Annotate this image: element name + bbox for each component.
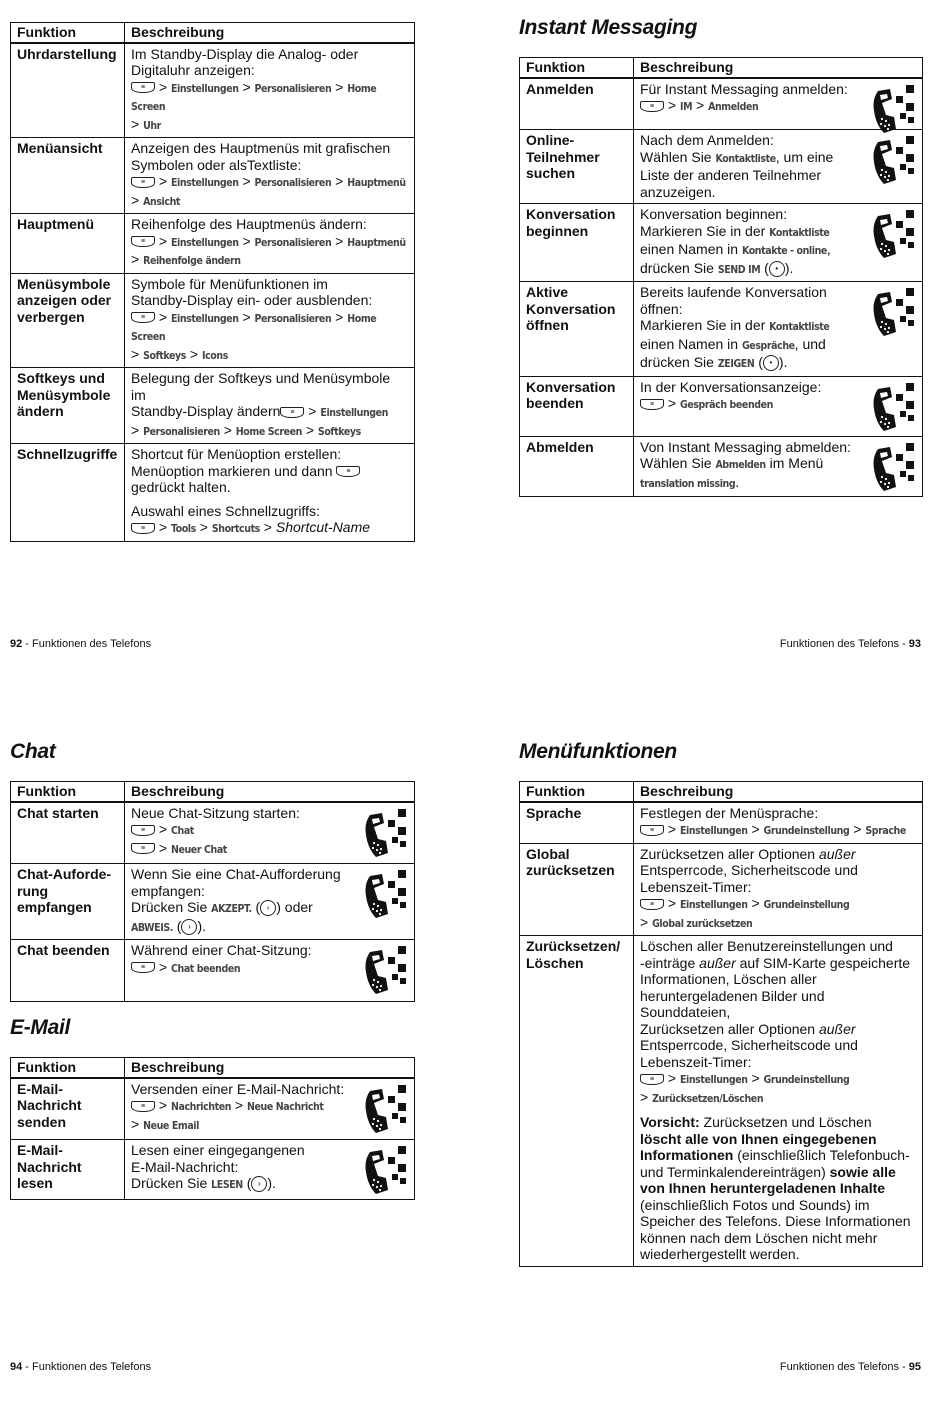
menu-path-item: IM: [679, 101, 693, 113]
table-row: [11, 444, 415, 542]
row-function: Anmelden: [520, 78, 634, 130]
menu-path-item: Einstellungen: [170, 312, 239, 325]
menu-key-icon: ≡: [131, 177, 155, 188]
desc-text: Lebenszeit-Timer:: [640, 878, 752, 895]
desc-text: drücken Sie: [640, 259, 714, 276]
desc-text: Digitaluhr anzeigen:: [131, 62, 255, 78]
desc-text: Drücken Sie: [131, 1175, 208, 1191]
menu-key-icon: ≡: [640, 399, 664, 410]
row-description: In der Konversationsanzeige: ≡ > Gespräch beenden: [634, 376, 923, 436]
table-row: [520, 282, 923, 377]
desc-text: Nach dem Anmelden:: [640, 132, 774, 148]
section-title-email: E-Mail: [10, 1016, 71, 1039]
footer-text: Funktionen des Telefons -: [779, 638, 909, 650]
network-service-icon: [362, 809, 406, 859]
desc-text: Reihenfolge des Hauptmenüs ändern:: [131, 216, 367, 232]
table-row: [11, 1078, 415, 1140]
softkey-label: ZEIGEN: [717, 358, 755, 370]
desc-text: Versenden einer E-Mail-Nachricht:: [131, 1080, 345, 1097]
menu-key-icon: ≡: [131, 843, 155, 854]
menu-path-item: Softkeys: [143, 349, 186, 362]
col-header-funktion: Funktion: [520, 58, 634, 78]
menu-path-item: Ansicht: [143, 195, 181, 208]
menu-path-item: Einstellungen: [679, 899, 748, 911]
row-description: [634, 436, 923, 496]
menu-key-icon: ≡: [131, 523, 155, 534]
col-header-beschreibung: Beschreibung: [125, 23, 415, 43]
row-function: Online-Teilnehmer suchen: [520, 130, 634, 204]
menu-path-item: Abmelden: [715, 459, 766, 471]
row-function: Konversation beginnen: [520, 204, 634, 282]
row-description: Symbole für Menüfunktionen im Standby-Display ein- oder ausblenden: ≡ > Einstellungen > Personalisieren > Home Screen > Softkeys > Icons: [125, 273, 415, 368]
desc-text: .: [735, 473, 740, 490]
desc-text: Standby-Display ändern: [131, 403, 281, 419]
table-row: [520, 130, 923, 204]
table-row: [11, 864, 415, 940]
desc-emphasis: außer: [818, 845, 856, 862]
col-header-funktion: Funktion: [11, 23, 125, 43]
table-row: [520, 936, 923, 1267]
table-menufunktionen: [519, 781, 923, 1267]
page-number: 94: [10, 1361, 23, 1373]
menu-path-item: Einstellungen: [679, 1074, 748, 1086]
table-row: [520, 802, 923, 844]
table-row: [520, 78, 923, 130]
desc-text: Auswahl eines Schnellzugriffs:: [131, 502, 320, 519]
row-function: Zurücksetzen/ Löschen: [520, 936, 634, 1267]
menu-path-item: Einstellungen: [320, 407, 388, 419]
menu-path-item: Personalisieren: [143, 425, 220, 438]
menu-path-item: Grundeinstellung: [763, 825, 850, 837]
menu-path-item: Home Screen: [131, 312, 377, 343]
menu-key-icon: ≡: [131, 312, 155, 323]
menu-path-item: Sprache: [865, 825, 906, 837]
col-header-funktion: Funktion: [520, 782, 634, 802]
row-function: Abmelden: [520, 436, 634, 496]
row-function: Menüsymbole anzeigen oder verbergen: [11, 273, 125, 368]
desc-text: Symbolen oder alsTextliste:: [131, 156, 302, 173]
network-service-icon: [870, 383, 914, 433]
desc-text: Zurücksetzen und Löschen: [703, 1114, 872, 1130]
row-function: Hauptmenü: [11, 214, 125, 274]
menu-path-item: translation missing: [640, 477, 736, 490]
row-function: Uhrdarstellung: [11, 43, 125, 138]
table-header: [11, 1058, 415, 1078]
desc-text: Im Standby-Display die Analog- oder: [131, 45, 359, 62]
row-description: Zurücksetzen aller Optionen außer Entsperrcode, Sicherheitscode und Lebenszeit-Timer: ≡ > Einstellungen > Grundeinstellung > Global zurücksetzen: [634, 843, 923, 936]
menu-path-item: Einstellungen: [679, 825, 748, 837]
page-number: 95: [908, 1361, 921, 1373]
row-function: Aktive Konversation öffnen: [520, 282, 634, 377]
desc-text: auf SIM-Karte gespeicherte: [739, 954, 911, 971]
desc-text: Wählen Sie: [640, 148, 712, 165]
menu-path-item: Neue Email: [143, 1119, 199, 1132]
row-description: Löschen aller Benutzereinstellungen und -einträge außer auf SIM-Karte gespeicherte Informationen, Löschen aller heruntergeladenen Bilder und Sounddateien, Zurücksetzen aller Optionen außer Entsperrcode, Sicherheitscode und Lebenszeit-Timer: ≡ > Einstellungen > Grundeinstellung > Zurücksetzen/Löschen Vorsicht: Zurücksetzen und Löschen löscht alle von Ihnen eingegebenen Informationen (einschließlich Telefonbuch- und Terminkalendereinträgen) sowie alle von Ihnen heruntergeladenen Inhalte (einschließlich Fotos und Sounds) im Speicher des Telefons. Diese Informationen können nach dem Löschen nicht mehr wiederhergestellt werden.: [634, 936, 923, 1267]
desc-text: Anzeigen des Hauptmenüs mit grafischen: [131, 140, 391, 156]
menu-path-item: Anmelden: [708, 101, 759, 113]
desc-text: anzuzeigen.: [640, 183, 716, 200]
row-description: Reihenfolge des Hauptmenüs ändern: ≡ > Einstellungen > Personalisieren > Hauptmenü > Reihenfolge ändern: [125, 214, 415, 274]
row-description: Versenden einer E-Mail-Nachricht: ≡ > Nachrichten > Neue Nachricht > Neue Email: [125, 1078, 415, 1140]
menu-path-item: Shortcuts: [211, 523, 260, 535]
softkey-label: SEND IM: [717, 263, 761, 276]
menu-path-item: Grundeinstellung: [763, 899, 850, 911]
nav-key-icon: •: [763, 355, 779, 371]
menu-path-item: Chat beenden: [170, 962, 241, 975]
menu-path-item: Uhr: [143, 119, 161, 132]
table-row: [11, 43, 415, 138]
row-description: Shortcut für Menüoption erstellen: Menüoption markieren und dann ≡ gedrückt halten. Auswahl eines Schnellzugriffs: ≡ > Tools > Shortcuts > Shortcut-Name: [125, 444, 415, 542]
desc-text: einschließlich Telefonbuch- und Terminkalendereinträgen): [640, 1147, 910, 1180]
footer-text: - Funktionen des Telefons: [22, 638, 152, 650]
network-service-icon: [870, 443, 914, 493]
menu-path-item: Chat: [170, 825, 194, 837]
row-function: Chat-Auforde-rung empfangen: [11, 864, 125, 940]
desc-text: Drücken Sie: [131, 899, 208, 915]
nav-key-icon: ›: [251, 1176, 267, 1192]
desc-text: Festlegen der Menüsprache:: [640, 804, 819, 821]
menu-path-item: Einstellungen: [170, 177, 239, 189]
menu-path-item: Personalisieren: [254, 82, 332, 95]
menu-key-icon: ≡: [640, 825, 664, 836]
menu-path-item: Grundeinstellung: [763, 1074, 850, 1086]
menu-path-item: Kontaktliste: [715, 152, 776, 165]
row-description: Wenn Sie eine Chat-Aufforderung empfangen: Drücken Sie AKZEPT. ( ‹ ) oder ABWEIS. ( › ).: [125, 864, 415, 940]
menu-path-item: Gespräche: [741, 339, 795, 352]
network-service-icon: [362, 946, 406, 996]
nav-key-icon: ‹: [260, 900, 276, 916]
menu-path-item: Personalisieren: [254, 312, 332, 325]
row-function: Konversation beenden: [520, 376, 634, 436]
warning-text: Vorsicht: Zurücksetzen und Löschen löscht alle von Ihnen eingegebenen Informationen (einschließlich Telefonbuch- und Terminkalendereinträgen) sowie alle von Ihnen heruntergeladenen Inhalte (einschließlich Fotos und Sounds) im Speicher des Telefons. Diese Informationen können nach dem Löschen nicht mehr wiederhergestellt werden.: [640, 1114, 911, 1262]
table-row: [11, 802, 415, 864]
row-description: Konversation beginnen: Markieren Sie in der Kontaktliste einen Namen in Kontakte - online, drücken Sie SEND IM ( • ).: [634, 204, 923, 282]
desc-text: Von Instant Messaging abmelden:: [640, 438, 851, 455]
nav-key-icon: ›: [181, 919, 197, 935]
desc-text: (: [758, 354, 763, 370]
desc-text: Wählen Sie: [640, 455, 712, 471]
desc-text: Konversation beginnen:: [640, 206, 788, 222]
menu-key-icon: ≡: [640, 1074, 664, 1085]
desc-text: -einträge: [640, 954, 696, 971]
menu-path-item: Einstellungen: [170, 236, 239, 249]
row-description: Festlegen der Menüsprache: ≡ > Einstellungen > Grundeinstellung > Sprache: [634, 802, 923, 844]
row-description: Belegung der Softkeys und Menüsymbole im Standby-Display ändern ≡ > Einstellungen > Personalisieren > Home Screen > Softkeys: [125, 368, 415, 444]
menu-key-icon: ≡: [131, 236, 155, 247]
desc-text: , und: [794, 335, 826, 352]
desc-text: Markieren Sie in der: [640, 222, 766, 239]
desc-text: drücken Sie: [640, 354, 714, 370]
network-service-icon: [870, 210, 914, 260]
row-description: Lesen einer eingegangenen E-Mail-Nachricht: Drücken Sie LESEN ( › ).: [125, 1140, 415, 1200]
menu-key-icon: ≡: [131, 1101, 155, 1112]
col-header-funktion: Funktion: [11, 782, 125, 802]
col-header-beschreibung: Beschreibung: [125, 1058, 415, 1078]
desc-text: Symbole für Menüfunktionen im: [131, 275, 328, 292]
desc-text: (einschließlich Fotos und Sounds) im Speicher des Telefons. Diese Informationen können nach dem Löschen nicht mehr wiederhergestellt werden.: [640, 1196, 911, 1262]
menu-path-item: Hauptmenü: [347, 236, 406, 249]
menu-path-item: Icons: [201, 349, 228, 362]
row-description: Für Instant Messaging anmelden: ≡ > IM > Anmelden: [634, 78, 923, 130]
desc-text: Lebenszeit-Timer:: [640, 1053, 752, 1070]
table-row: [520, 204, 923, 282]
desc-text: Markieren Sie in der: [640, 317, 766, 333]
desc-text: einen Namen in: [640, 335, 739, 352]
desc-text: Entsperrcode, Sicherheitscode und: [640, 862, 858, 878]
nav-key-icon: •: [769, 261, 785, 277]
menu-path-item: Reihenfolge ändern: [143, 255, 241, 267]
desc-text: Bereits laufende Konversation: [640, 284, 827, 300]
col-header-beschreibung: Beschreibung: [634, 58, 923, 78]
menu-key-icon: ≡: [131, 825, 155, 836]
menu-path-item: Nachrichten: [170, 1101, 232, 1113]
row-function: Schnellzugriffe: [11, 444, 125, 542]
menu-path-item: Gespräch beenden: [679, 399, 773, 411]
network-service-icon: [870, 85, 914, 135]
network-service-icon: [870, 136, 914, 186]
menu-path-item: Zurücksetzen/Löschen: [652, 1092, 764, 1105]
warning-label: Vorsicht:: [640, 1114, 700, 1130]
desc-text: Löschen aller Benutzereinstellungen und: [640, 938, 893, 954]
table-email: [10, 1057, 415, 1200]
menu-path-item: Personalisieren: [254, 236, 332, 249]
desc-text: (: [246, 1175, 252, 1191]
section-title-chat: Chat: [10, 740, 56, 763]
row-description: Im Standby-Display die Analog- oder Digitaluhr anzeigen: ≡ > Einstellungen > Personalisieren > Home Screen > Uhr: [125, 43, 415, 138]
menu-path-item: Neue Nachricht: [247, 1101, 324, 1113]
row-description: Anzeigen des Hauptmenüs mit grafischen Symbolen oder alsTextliste: ≡ > Einstellungen > Personalisieren > Hauptmenü > Ansicht: [125, 138, 415, 214]
desc-text: E-Mail-Nachricht:: [131, 1158, 239, 1175]
table-row: [11, 214, 415, 274]
table-row: [520, 843, 923, 936]
table-row: [520, 376, 923, 436]
menu-path-item: Home Screen: [235, 425, 302, 438]
menu-key-icon: ≡: [336, 466, 360, 477]
desc-text: Belegung der Softkeys und Menüsymbole im: [131, 370, 391, 403]
table-p92: [10, 22, 415, 542]
row-function: Chat starten: [11, 802, 125, 864]
table-row: [11, 273, 415, 368]
table-row: [11, 1140, 415, 1200]
col-header-beschreibung: Beschreibung: [125, 782, 415, 802]
desc-text: Standby-Display ein- oder ausblenden:: [131, 292, 373, 308]
page-footer: [780, 1361, 921, 1373]
desc-text: (: [764, 259, 769, 276]
page-footer: [10, 1361, 151, 1373]
desc-text: empfangen:: [131, 882, 205, 899]
desc-text: gedrückt halten.: [131, 479, 231, 495]
desc-text: öffnen:: [640, 300, 683, 317]
desc-text: Für Instant Messaging anmelden:: [640, 80, 848, 97]
row-function: Menüansicht: [11, 138, 125, 214]
page-footer: [10, 638, 151, 650]
table-header: [520, 782, 923, 802]
table-row: [11, 138, 415, 214]
desc-text: Lesen einer eingegangenen: [131, 1142, 305, 1158]
table-chat: [10, 781, 415, 1002]
table-row: [11, 368, 415, 444]
page-number: 93: [908, 638, 921, 650]
desc-strong: löscht alle von Ihnen eingegebenen Informationen: [640, 1130, 877, 1163]
desc-text: Wenn Sie eine Chat-Aufforderung: [131, 866, 341, 882]
page-number: 92: [10, 638, 23, 650]
network-service-icon: [362, 1085, 406, 1135]
menu-path-item: Global zurücksetzen: [652, 917, 753, 930]
row-description: Neue Chat-Sitzung starten: ≡ > Chat ≡ > Neuer Chat: [125, 802, 415, 864]
page-footer: [780, 638, 921, 650]
row-function: Softkeys und Menüsymbole ändern: [11, 368, 125, 444]
col-header-beschreibung: Beschreibung: [634, 782, 923, 802]
menu-path-item: Tools: [170, 523, 196, 535]
row-function: Sprache: [520, 802, 634, 844]
menu-key-icon: ≡: [131, 82, 155, 93]
menu-path-item: Personalisieren: [254, 177, 332, 189]
row-function: E-Mail-Nachricht lesen: [11, 1140, 125, 1200]
menu-key-icon: ≡: [640, 101, 664, 112]
row-description: Während einer Chat-Sitzung: ≡ > Chat beenden: [125, 940, 415, 1002]
desc-emphasis: außer: [699, 954, 736, 971]
desc-text: Shortcut für Menüoption erstellen:: [131, 446, 342, 462]
menu-key-icon: ≡: [131, 962, 155, 973]
row-description: [634, 130, 923, 204]
menu-path-item: Kontaktliste: [769, 226, 830, 239]
desc-strong: sowie alle von Ihnen heruntergeladenen Inhalte: [640, 1163, 896, 1196]
menu-path-item: Kontakte - online: [741, 245, 827, 257]
row-function: Global zurücksetzen: [520, 843, 634, 936]
menu-path-placeholder: Shortcut-Name: [275, 519, 371, 535]
desc-text: Informationen, Löschen aller: [640, 971, 817, 987]
footer-text: Funktionen des Telefons -: [779, 1361, 909, 1373]
softkey-label: LESEN: [211, 1179, 243, 1191]
desc-text: heruntergeladenen Bilder und Sounddateien,: [640, 987, 825, 1020]
table-header: [11, 23, 415, 43]
menu-path-item: Neuer Chat: [170, 843, 227, 856]
desc-text: , um eine: [775, 148, 834, 165]
network-service-icon: [362, 870, 406, 920]
table-row: [520, 436, 923, 496]
softkey-label: AKZEPT.: [211, 903, 252, 915]
menu-path-item: Softkeys: [317, 425, 361, 438]
section-title-menufunktionen: Menüfunktionen: [519, 740, 677, 763]
desc-text: Entsperrcode, Sicherheitscode und: [640, 1037, 858, 1053]
menu-path-item: Home Screen: [131, 82, 377, 113]
desc-text: einen Namen in: [640, 241, 739, 257]
desc-text: Menüoption markieren und dann: [131, 462, 333, 479]
desc-text: ,: [826, 241, 831, 257]
menu-key-icon: ≡: [280, 407, 304, 418]
network-service-icon: [870, 288, 914, 338]
desc-text: Neue Chat-Sitzung starten:: [131, 804, 300, 821]
table-header: [520, 58, 923, 78]
desc-text: In der Konversationsanzeige:: [640, 378, 822, 395]
menu-path-item: Kontaktliste: [769, 321, 830, 333]
desc-emphasis: außer: [818, 1020, 856, 1037]
table-instant-messaging: [519, 57, 923, 497]
col-header-funktion: Funktion: [11, 1058, 125, 1078]
desc-text: im Menü: [769, 455, 824, 471]
table-header: [11, 782, 415, 802]
section-title-instant-messaging: Instant Messaging: [519, 16, 698, 39]
desc-text: Liste der anderen Teilnehmer: [640, 167, 822, 183]
menu-path-item: Hauptmenü: [347, 177, 406, 189]
desc-text: oder: [284, 899, 313, 915]
desc-text: Zurücksetzen aller Optionen: [640, 845, 816, 862]
row-description: Bereits laufende Konversation öffnen: Markieren Sie in der Kontaktliste einen Namen in Gespräche, und drücken Sie ZEIGEN ( • ).: [634, 282, 923, 377]
row-function: Chat beenden: [11, 940, 125, 1002]
desc-text: Während einer Chat-Sitzung:: [131, 942, 312, 958]
row-function: E-Mail-Nachricht senden: [11, 1078, 125, 1140]
network-service-icon: [362, 1146, 406, 1196]
menu-key-icon: ≡: [640, 899, 664, 910]
table-row: [11, 940, 415, 1002]
menu-path-item: Einstellungen: [170, 82, 239, 95]
desc-text: Zurücksetzen aller Optionen: [640, 1020, 816, 1037]
footer-text: - Funktionen des Telefons: [22, 1361, 152, 1373]
softkey-label: ABWEIS.: [131, 921, 173, 934]
